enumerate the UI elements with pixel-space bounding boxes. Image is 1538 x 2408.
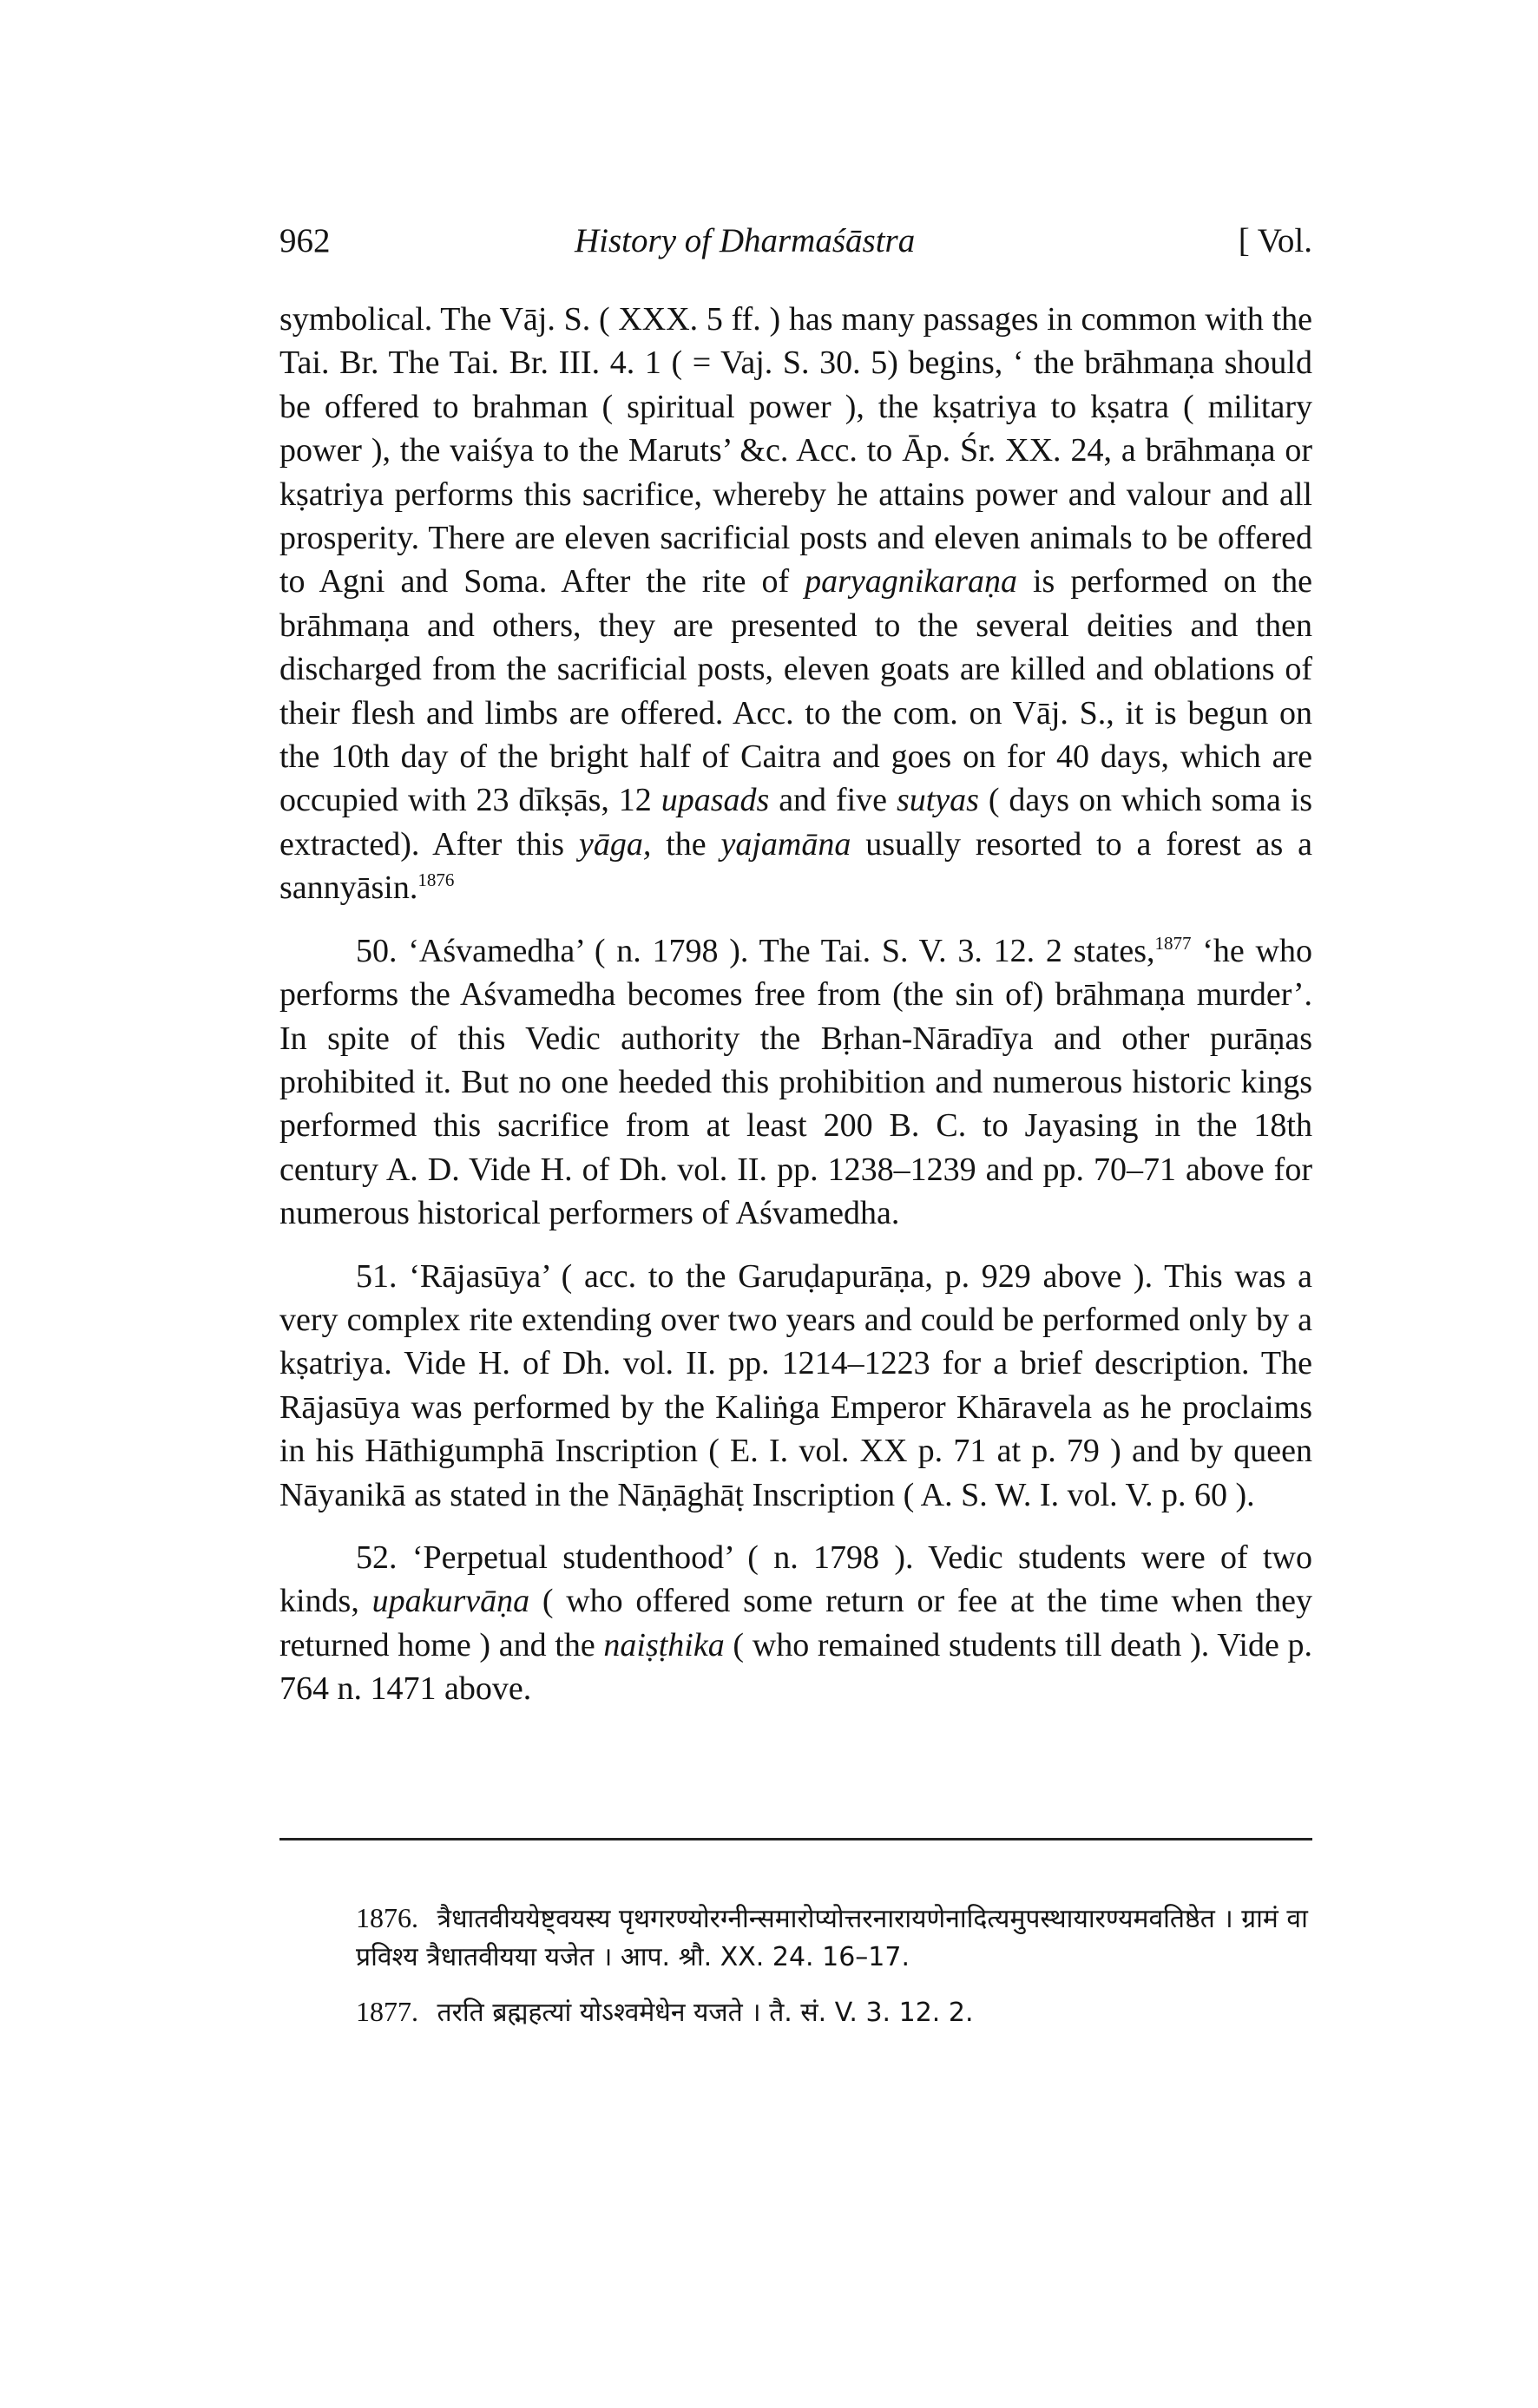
running-title: History of Dharmaśāstra xyxy=(575,222,916,259)
footnote-divider xyxy=(279,1838,1312,1840)
footnote-ref-1876[interactable]: 1876 xyxy=(417,869,455,891)
paragraph-continuation: symbolical. The Vāj. S. ( XXX. 5 ff. ) has many passages in common with the Tai. Br. The Tai. Br. III. 4. 1 ( = Vaj. S. 30. 5) begins, ‘ the brāhmaṇa should be offered to brahman ( spiritual power ), the kṣatriya to kṣatra ( military power ), the vaiśya to the Maruts’ &c. Acc. to Āp. Śr. XX. 24, a brāhmaṇa or kṣatriya performs this sacrifice, whereby he attains power and valour and all prosperity. There are eleven sacrificial posts and eleven animals to be offered to Agni and Soma. After the rite of paryagnikaraṇa is performed on the brāhmaṇa and others, they are presented to the several deities and then discharged from the sacrificial posts, eleven goats are killed and oblations of their flesh and limbs are offered. Acc. to the com. on Vāj. S., it is begun on the 10th day of the bright half of Caitra and goes on for 40 days, which are occupied with 23 dīkṣās, 12 upasads and five sutyas ( days on which soma is extracted). After this yāga, the yajamāna usually resorted to a forest as a sannyāsin.$^{1876}$ xyxy=(279,301,1313,907)
footnote-text: त्रैधातवीययेष्ट्वयस्य पृथगरण्योरग्नीन्समारोप्योत्तरनारायणेनादित्यमुपस्थायारण्यमवतिष्ठेत । ग्रामं वा प्रविश्य त्रैधातवीयया यजेत । आप. श्रौ. XX. 24. 16–17. xyxy=(356,1904,1308,1972)
footnote-ref-1877[interactable]: 1877 xyxy=(1154,932,1192,954)
footnote-number: 1876. xyxy=(356,1902,418,1933)
main-text xyxy=(279,298,1312,1711)
volume-marker: [ Vol. xyxy=(1238,222,1312,259)
footnote-1876 xyxy=(279,1899,1312,1977)
footnote-text: तरति ब्रह्महत्यां योऽश्वमेधेन यजते । तै. सं. V. 3. 12. 2. xyxy=(437,1998,974,2028)
footnotes xyxy=(279,1899,1312,2048)
paragraph-51: 51. ‘Rājasūya’ ( acc. to the Garuḍapurāṇa, p. 929 above ). This was a very complex rite extending over two years and could be performed only by a kṣatriya. Vide H. of Dh. vol. II. pp. 1214–1223 for a brief description. The Rājasūya was performed by the Kaliṅga Emperor Khāravela as he proclaims in his Hāthigumphā Inscription ( E. I. vol. XX p. 71 at p. 79 ) and by queen Nāyanikā as stated in the Nāṇāghāṭ Inscription ( A. S. W. I. vol. V. p. 60 ). xyxy=(279,1257,1312,1513)
paragraph-52: 52. ‘Perpetual studenthood’ ( n. 1798 ). Vedic students were of two kinds, upakurvāṇa ( who offered some return or fee at the time when they returned home ) and the naiṣṭhika ( who remained students till death ). Vide p. 764 n. 1471 above. xyxy=(279,1539,1313,1708)
footnote-1877 xyxy=(279,1992,1312,2032)
running-header xyxy=(279,221,1312,273)
paragraph-50: 50. ‘Aśvamedha’ ( n. 1798 ). The Tai. S. V. 3. 12. 2 states,$^{1877}$ ‘he who performs the Aśvamedha becomes free from (the sin of) brāhmaṇa murder’. In spite of this Vedic authority the Bṛhan-Nāradīya and other purāṇas prohibited it. But no one heeded this prohibition and numerous historic kings performed this sacrifice from at least 200 B. C. to Jayasing in the 18th century A. D. Vide H. of Dh. vol. II. pp. 1238–1239 and pp. 70–71 above for numerous historical performers of Aśvamedha. xyxy=(279,932,1312,1232)
footnote-number: 1877. xyxy=(356,1996,418,2027)
page-number: 962 xyxy=(279,222,331,259)
